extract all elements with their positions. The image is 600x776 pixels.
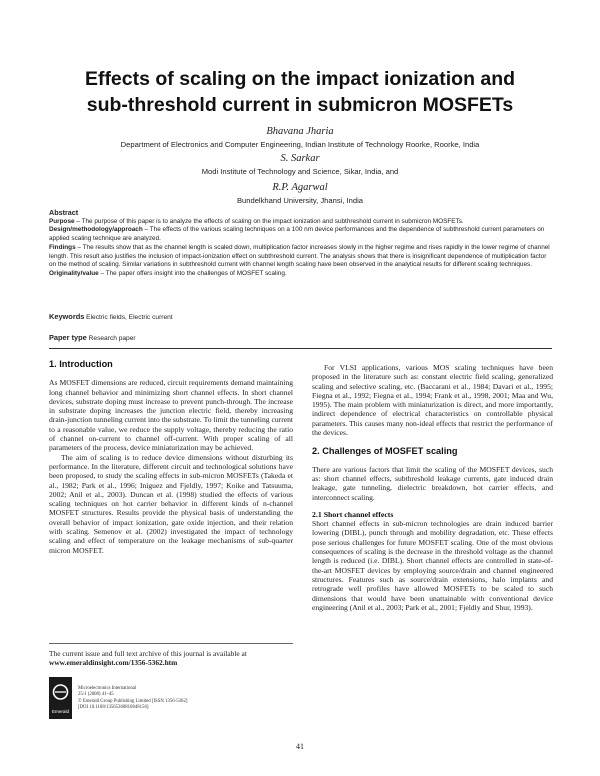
abstract-divider: [49, 348, 552, 349]
intro-paragraph: As MOSFET dimensions are reduced, circuit requirements demand maintaining long channel behavior and minimizing short channel effects. In short channel devices, substrate doping must increase to prevent punch-through. The increase in substrate doping increases the junction electric field, thereby increasing drain-junction tunneling current into the substrate. To limit the tunneling current to a reasonable value, we reduce the supply voltage, thereby reducing the ratio of channel on-current to channel off-current. With proper scaling of all parameters of the process, device miniaturization may be achieved.: [49, 378, 293, 453]
copyright-line: © Emerald Group Publishing Limited [ISSN 1356-5362]: [78, 698, 188, 704]
abstract-purpose-label: Purpose: [49, 217, 75, 225]
paper-title: [40, 66, 560, 118]
left-column: [49, 360, 293, 555]
right-column: [312, 363, 553, 612]
abstract-block: [49, 209, 554, 279]
paper-type-value: Research paper: [88, 335, 136, 342]
abstract-purpose: [49, 218, 554, 227]
abstract-heading: Abstract: [49, 208, 79, 217]
abstract-originality-text: – The paper offers insight into the challenges of MOSFET scaling.: [98, 269, 287, 277]
doi-line: [DOI 10.1108/13565360810848156]: [78, 705, 149, 711]
author-affiliation: Modi Institute of Technology and Science, Sikar, India, and: [201, 167, 399, 176]
paper-type-label: Paper type: [49, 333, 87, 342]
footnote-url: www.emeraldinsight.com/1356-5362.htm: [49, 658, 178, 668]
publisher-info: [78, 686, 278, 712]
author-name: Bhavana Jharia: [266, 126, 334, 137]
abstract-purpose-text: – The purpose of this paper is to analyze the effects of scaling on the impact ionization and subthreshold current in submicron MOSFETs.: [74, 217, 464, 225]
section-heading: 2. Challenges of MOSFET scaling: [312, 446, 458, 457]
title-line-1: Effects of scaling on the impact ionization and: [84, 68, 516, 90]
footnote: [49, 649, 293, 668]
footnote-divider: [49, 643, 293, 644]
paper-type: [49, 333, 136, 342]
footnote-text: The current issue and full text archive of this journal is available at: [49, 649, 247, 658]
author-affiliation: Department of Electronics and Computer Engineering, Indian Institute of Technology Roorke, Roorke, India: [120, 140, 480, 149]
body-paragraph: For VLSI applications, various MOS scaling techniques have been proposed in the literature such as: constant electric field scaling, generalized scaling and selective scaling, etc. (Baccarani et al., 1984; Davari et al., 1995; Fiegna et al., 1992; Fiegna et al., 1994; Frank et al., 1998, 2001; Maa and Wu, 1995). The main problem with miniaturization is direct, and more importantly, indirect dependence of electrical characteristics on controllable physical parameters. This causes many non-ideal effects that restrict the performance of the devices.: [312, 363, 553, 438]
author-name: S. Sarkar: [280, 153, 320, 164]
abstract-design: [49, 226, 554, 243]
keywords-value: Electric fields, Electric current: [86, 314, 173, 321]
page-number: 41: [296, 742, 304, 751]
emerald-logo: [49, 677, 72, 719]
abstract-design-label: Design/methodology/approach: [49, 226, 143, 234]
intro-paragraph: The aim of scaling is to reduce device dimensions without disturbing its performance. In the literature, different circuit and technological solutions have been proposed, to study the scaling effects in sub-micron MOSFETs (Takeda et al., 1982; Park et al., 1996; Iniguez and Fjeldly, 1997; Koike and Tatsuuma, 2002; Anil et al., 2003). Duncan et al. (1998) studied the effects of various scaling techniques on hot carrier behavior in different kinds of n-channel MOSFET structures. Results provide the physical basis of understanding the overall behavior of impact ionization, gate oxide injection, and their relation with scaling. Semenov et al. (2002) investigated the impact of technology scaling and effect of temperature on the leakage mechanisms of sub-quarter micron MOSFET.: [49, 452, 293, 555]
body-paragraph: There are various factors that limit the scaling of the MOSFET devices, such as: short channel effects, subthreshold leakage currents, gate induced drain leakage, gate tunneling, dielectric breakdown, hot carrier effects, and interconnect scaling.: [312, 464, 553, 502]
author-affiliation: Bundelkhand University, Jhansi, India: [236, 196, 364, 205]
abstract-findings-label: Findings: [49, 243, 76, 251]
section-heading: 1. Introduction: [49, 359, 113, 369]
journal-name: Microelectronics International: [78, 686, 137, 691]
title-line-2: sub-threshold current in submicron MOSFETs: [86, 94, 514, 116]
author-name: R.P. Agarwal: [272, 182, 328, 193]
abstract-findings: [49, 244, 554, 270]
subsection-heading: 2.1 Short channel effects: [312, 509, 394, 519]
abstract-originality: [49, 270, 554, 279]
logo-text: Emerald: [51, 709, 70, 714]
keywords-label: Keywords: [49, 312, 85, 321]
abstract-design-text: – The effects of the various scaling techniques on a 100 nm device performances and the dependence of subthreshold current parameters on applied scaling technique are analyzed.: [49, 226, 545, 243]
keywords: [49, 312, 173, 321]
abstract-findings-text: – The results show that as the channel length is scaled down, multiplication factor increases slowly in the higher regime and rises rapidly in the lower regime of channel length. This result also justifies the inclusion of impact-ionization effect on subthreshold current. The analysis shows that there is insignificant dependence of multiplication factor on the method of scaling. Similar variations in subthreshold current with channel length scaling have been observed in the analytical results for different scaling techniques.: [49, 243, 550, 269]
abstract-originality-label: Originality/value: [49, 269, 99, 277]
journal-volume: 25/1 (2008) 41–45: [78, 692, 114, 698]
body-paragraph: Short channel effects in sub-micron technologies are drain induced barrier lowering (DIBL), punch through and mobility degradation, etc. These effects pose serious challenges for future MOSFET scaling. One of the most obvious consequences of scaling is the decrease in the threshold voltage as the channel length is reduced (i.e. DIBL). Short channel effects are controlled in state-of-the-art MOSFET devices by employing source/drain and channel engineered structures. Features such as source/drain extensions, halo implants and retrograde well profiles have allowed MOSFETs to be scaled to such dimensions that would have been unattainable with conventional device engineering (Anil et al., 2003; Park et al., 2001; Fjeldly and Shur, 1993).: [312, 519, 553, 612]
